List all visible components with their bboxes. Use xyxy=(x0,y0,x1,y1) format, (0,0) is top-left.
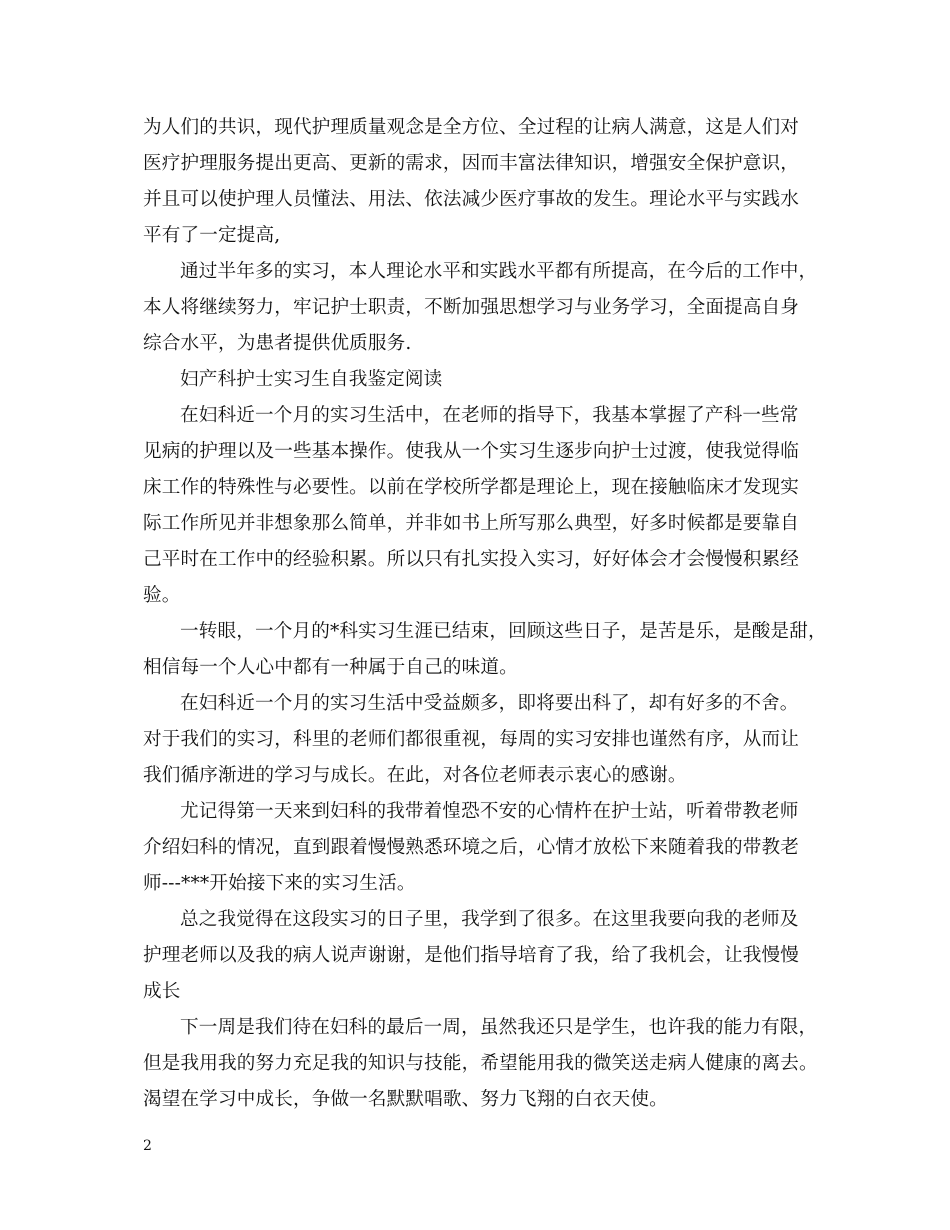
text-line: 并且可以使护理人员懂法、用法、依法减少医疗事故的发生。理论水平与实践水 xyxy=(143,189,800,210)
text-line: 平有了一定提高, xyxy=(143,225,281,246)
text-line: 综合水平，为患者提供优质服务. xyxy=(143,333,412,354)
text-line: 床工作的特殊性与必要性。以前在学校所学都是理论上，现在接触临床才发现实 xyxy=(143,477,800,498)
paragraph-start-line: 在妇科近一个月的实习生活中受益颇多，即将要出科了，却有好多的不舍。 xyxy=(180,693,799,714)
text-line: 见病的护理以及一些基本操作。使我从一个实习生逐步向护士过渡，使我觉得临 xyxy=(143,441,800,462)
text-line: 本人将继续努力，牢记护士职责，不断加强思想学习与业务学习，全面提高自身 xyxy=(143,297,800,318)
paragraph-start-line: 通过半年多的实习，本人理论水平和实践水平都有所提高，在今后的工作中， xyxy=(180,261,818,282)
text-line: 相信每一个人心中都有一种属于自己的味道。 xyxy=(143,657,518,678)
paragraph-start-line: 总之我觉得在这段实习的日子里，我学到了很多。在这里我要向我的老师及 xyxy=(180,909,799,930)
text-line: 为人们的共识，现代护理质量观念是全方位、全过程的让病人满意，这是人们对 xyxy=(143,117,800,138)
text-line: 己平时在工作中的经验积累。所以只有扎实投入实习，好好体会才会慢慢积累经 xyxy=(143,549,800,570)
text-line: 渴望在学习中成长，争做一名默默唱歌、努力飞翔的白衣天使。 xyxy=(143,1089,668,1110)
text-line: 护理老师以及我的病人说声谢谢，是他们指导培育了我，给了我机会，让我慢慢 xyxy=(143,945,800,966)
paragraph-start-line: 下一周是我们待在妇科的最后一周，虽然我还只是学生，也许我的能力有限， xyxy=(180,1017,818,1038)
section-heading: 妇产科护士实习生自我鉴定阅读 xyxy=(180,369,443,390)
text-line: 介绍妇科的情况，直到跟着慢慢熟悉环境之后，心情才放松下来随着我的带教老 xyxy=(143,837,800,858)
text-line: 医疗护理服务提出更高、更新的需求，因而丰富法律知识，增强安全保护意识， xyxy=(143,153,800,174)
text-line: 但是我用我的努力充足我的知识与技能，希望能用我的微笑送走病人健康的离去。 xyxy=(143,1053,818,1074)
text-line: 对于我们的实习，科里的老师们都很重视，每周的实习安排也谨然有序，从而让 xyxy=(143,729,800,750)
text-line: 师---***开始接下来的实习生活。 xyxy=(143,873,416,894)
text-line: 验。 xyxy=(143,585,181,606)
paragraph-start-line: 一转眼，一个月的*科实习生涯已结束，回顾这些日子，是苦是乐，是酸是甜， xyxy=(180,621,827,642)
paragraph-start-line: 尤记得第一天来到妇科的我带着惶恐不安的心情杵在护士站，听着带教老师 xyxy=(180,801,799,822)
text-line: 际工作所见并非想象那么简单，并非如书上所写那么典型，好多时候都是要靠自 xyxy=(143,513,800,534)
paragraph-start-line: 在妇科近一个月的实习生活中，在老师的指导下，我基本掌握了产科一些常 xyxy=(180,405,799,426)
text-line: 我们循序渐进的学习与成长。在此，对各位老师表示衷心的感谢。 xyxy=(143,765,687,786)
text-line: 成长 xyxy=(143,981,181,1002)
page-number: 2 xyxy=(143,1138,152,1154)
